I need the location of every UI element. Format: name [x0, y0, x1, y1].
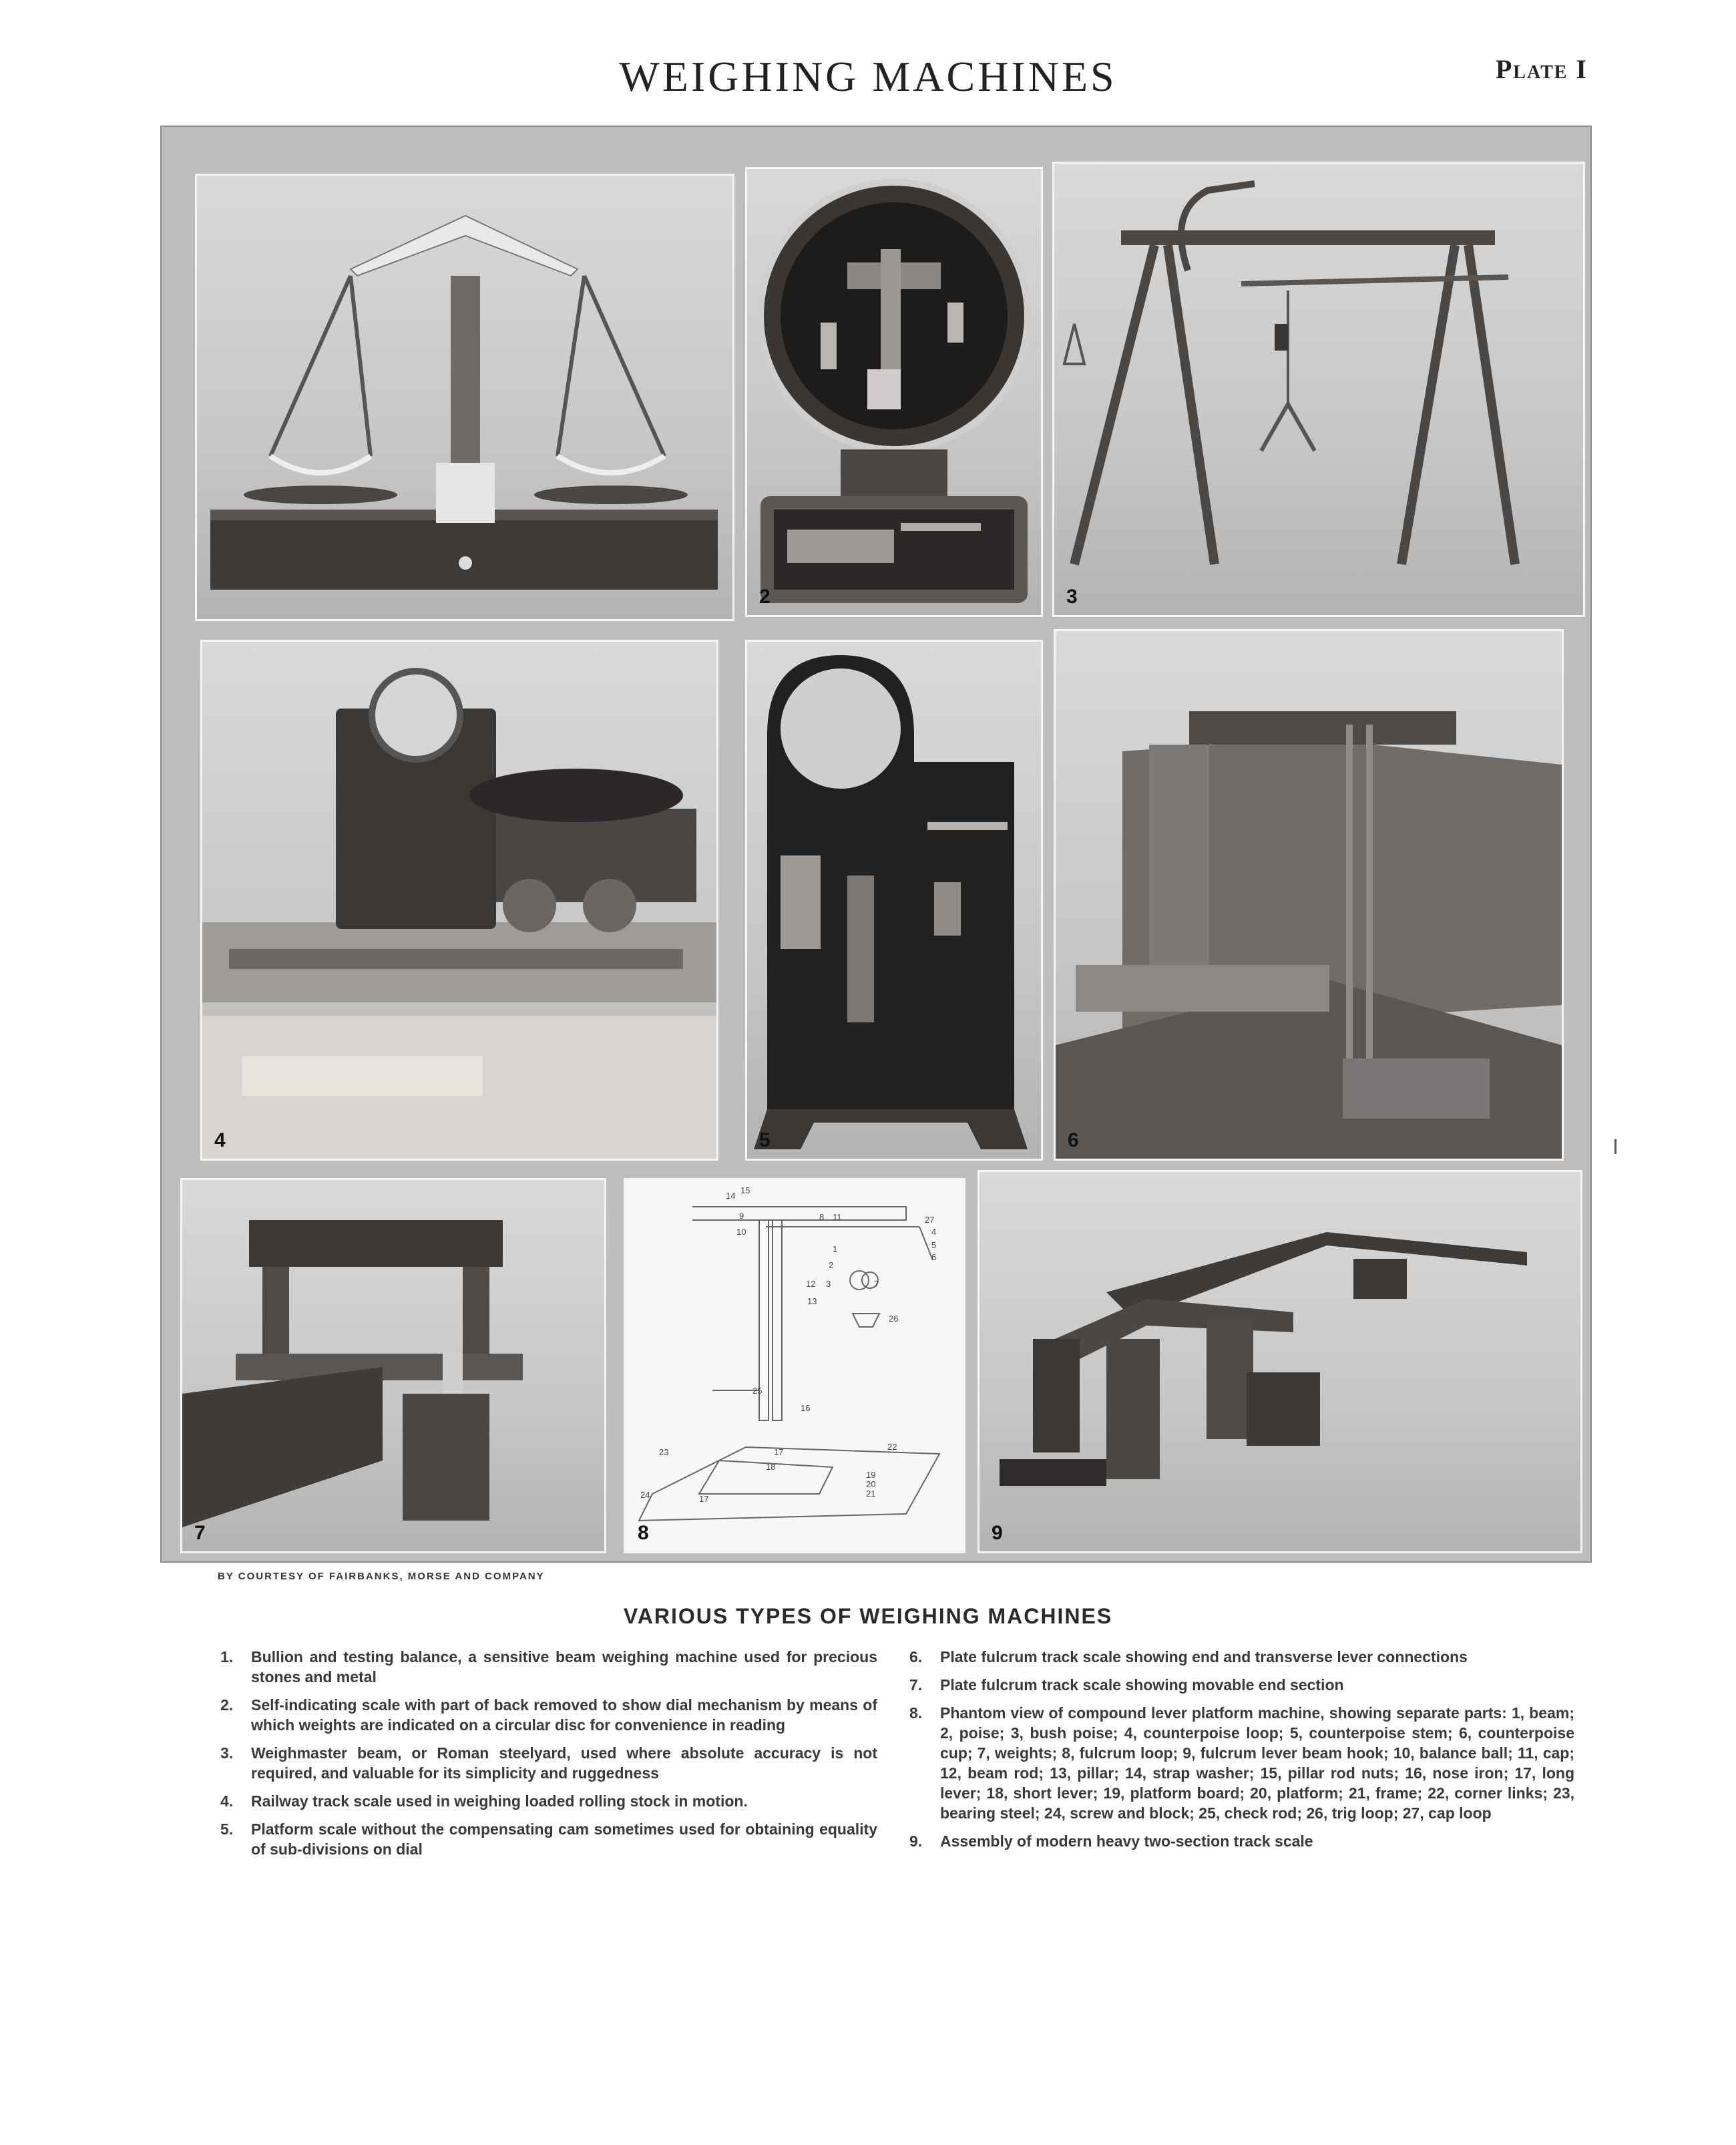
- edge-mark: [1614, 1139, 1616, 1154]
- diagram-label-9: 9: [739, 1211, 744, 1221]
- page-title: WEIGHING MACHINES: [619, 53, 1117, 100]
- caption-item: [220, 1695, 877, 1735]
- figure-3-number: 3: [1066, 586, 1078, 608]
- diagram-label-24: 24: [640, 1490, 650, 1500]
- caption-item: [220, 1791, 877, 1811]
- caption-number: 5.: [220, 1820, 234, 1838]
- caption-text: Assembly of modern heavy two-section track scale: [940, 1832, 1313, 1850]
- courtesy-credit: BY COURTESY OF FAIRBANKS, MORSE AND COMPANY: [218, 1571, 545, 1582]
- diagram-label-26: 26: [889, 1314, 899, 1324]
- diagram-label-27: 27: [925, 1215, 935, 1225]
- diagram-label-2: 2: [829, 1260, 834, 1270]
- caption-number: 9.: [909, 1832, 923, 1850]
- caption-text: Plate fulcrum track scale showing movable end section: [940, 1676, 1344, 1694]
- platform-scale-illustration: [747, 642, 1041, 1159]
- diagram-label-25: 25: [752, 1386, 763, 1396]
- caption-item: [909, 1675, 1574, 1695]
- figure-3-steelyard: [1052, 162, 1585, 617]
- figure-7-number: 7: [194, 1522, 206, 1544]
- dial-scale-illustration: [747, 169, 1041, 615]
- diagram-label-8: 8: [819, 1212, 825, 1222]
- caption-text: Plate fulcrum track scale showing end and transverse lever connections: [940, 1648, 1468, 1666]
- captions-right-column: [909, 1647, 1574, 1859]
- caption-number: 8.: [909, 1704, 923, 1722]
- diagram-label-12: 12: [806, 1279, 816, 1289]
- figure-1-balance: [195, 174, 734, 621]
- figure-5-platform-scale: [745, 640, 1043, 1161]
- figure-8-phantom-diagram: [624, 1178, 965, 1553]
- figure-4-track-scale: [200, 640, 718, 1161]
- diagram-label-20: 20: [866, 1479, 876, 1489]
- diagram-label-15: 15: [740, 1185, 750, 1195]
- diagram-label-17: 17: [774, 1447, 784, 1457]
- diagram-label-5: 5: [931, 1240, 937, 1250]
- figure-7-end-section: [180, 1178, 606, 1553]
- diagram-label-19: 19: [866, 1470, 876, 1480]
- caption-number: 4.: [220, 1792, 234, 1810]
- caption-item: [909, 1703, 1574, 1823]
- figure-5-number: 5: [759, 1129, 771, 1151]
- figure-2-number: 2: [759, 586, 771, 608]
- figure-9-two-section-scale: [978, 1170, 1582, 1553]
- diagram-label-1: 1: [833, 1244, 838, 1254]
- caption-item: [220, 1819, 877, 1859]
- diagram-label-21: 21: [866, 1489, 876, 1499]
- diagram-label-22: 22: [887, 1442, 897, 1452]
- diagram-label-14: 14: [726, 1191, 736, 1201]
- figure-2-dial-scale: [745, 167, 1043, 617]
- caption-title: VARIOUS TYPES OF WEIGHING MACHINES: [623, 1604, 1113, 1628]
- caption-text: Self-indicating scale with part of back removed to show dial mechanism by means of which weights are indicated on a circular disc for convenience in reading: [251, 1696, 877, 1734]
- caption-number: 2.: [220, 1696, 234, 1714]
- balance-illustration: [197, 176, 732, 619]
- figure-6-fulcrum-scale: [1054, 629, 1564, 1161]
- caption-text: Phantom view of compound lever platform machine, showing separate parts: 1, beam; 2, poise; 3, bush poise; 4, counterpoise loop; 5, counterpoise stem; 6, counterpoise cup; 7, weights; 8, fulcrum loop; 9, fulcrum lever beam hook; 10, balance ball; 11, cap; 12, beam rod; 13, pillar; 14, strap washer; 15, pillar rod nuts; 16, nose iron; 17, long lever; 18, short lever; 19, platform board; 20, platform; 21, frame; 22, corner links; 23, bearing steel; 24, screw and block; 25, check rod; 26, trig loop; 27, cap loop: [940, 1704, 1574, 1822]
- caption-text: Railway track scale used in weighing loaded rolling stock in motion.: [251, 1792, 748, 1810]
- photo-plate: [160, 126, 1592, 1563]
- caption-item: [909, 1831, 1574, 1851]
- diagram-label-23: 23: [659, 1447, 669, 1457]
- diagram-label-16: 16: [801, 1403, 811, 1413]
- two-section-scale-illustration: [980, 1172, 1580, 1551]
- fulcrum-scale-illustration: [1056, 631, 1562, 1159]
- figure-8-number: 8: [638, 1522, 649, 1544]
- caption-number: 7.: [909, 1676, 923, 1694]
- diagram-label-11: 11: [833, 1212, 842, 1222]
- caption-text: Weighmaster beam, or Roman steelyard, used where absolute accuracy is not required, and valuable for its simplicity and ruggedness: [251, 1744, 877, 1782]
- caption-text: Platform scale without the compensating cam sometimes used for obtaining equality of sub-divisions on dial: [251, 1820, 877, 1858]
- caption-item: [220, 1743, 877, 1783]
- diagram-label-4: 4: [931, 1227, 937, 1237]
- figure-4-number: 4: [214, 1129, 226, 1151]
- caption-text: Bullion and testing balance, a sensitive beam weighing machine used for precious stones and metal: [251, 1648, 877, 1686]
- caption-number: 6.: [909, 1648, 923, 1666]
- diagram-label-3: 3: [826, 1279, 831, 1289]
- track-scale-illustration: [202, 642, 716, 1159]
- diagram-label-10: 10: [736, 1227, 746, 1237]
- figure-6-number: 6: [1068, 1129, 1079, 1151]
- diagram-label-7: 7: [874, 1279, 879, 1289]
- captions-left-column: [220, 1647, 877, 1867]
- diagram-label-13: 13: [807, 1296, 817, 1306]
- diagram-label-17b: 17: [699, 1494, 709, 1504]
- figure-1-number: [209, 590, 220, 612]
- caption-item: [220, 1647, 877, 1687]
- end-section-illustration: [182, 1180, 604, 1551]
- phantom-diagram-illustration: [626, 1180, 963, 1551]
- caption-number: 1.: [220, 1648, 234, 1666]
- caption-item: [909, 1647, 1574, 1667]
- diagram-label-6: 6: [931, 1252, 937, 1262]
- diagram-label-18: 18: [766, 1462, 776, 1472]
- plate-label: Plate I: [1495, 54, 1588, 84]
- figure-9-number: 9: [992, 1522, 1003, 1544]
- caption-number: 3.: [220, 1744, 234, 1762]
- steelyard-illustration: [1054, 164, 1583, 615]
